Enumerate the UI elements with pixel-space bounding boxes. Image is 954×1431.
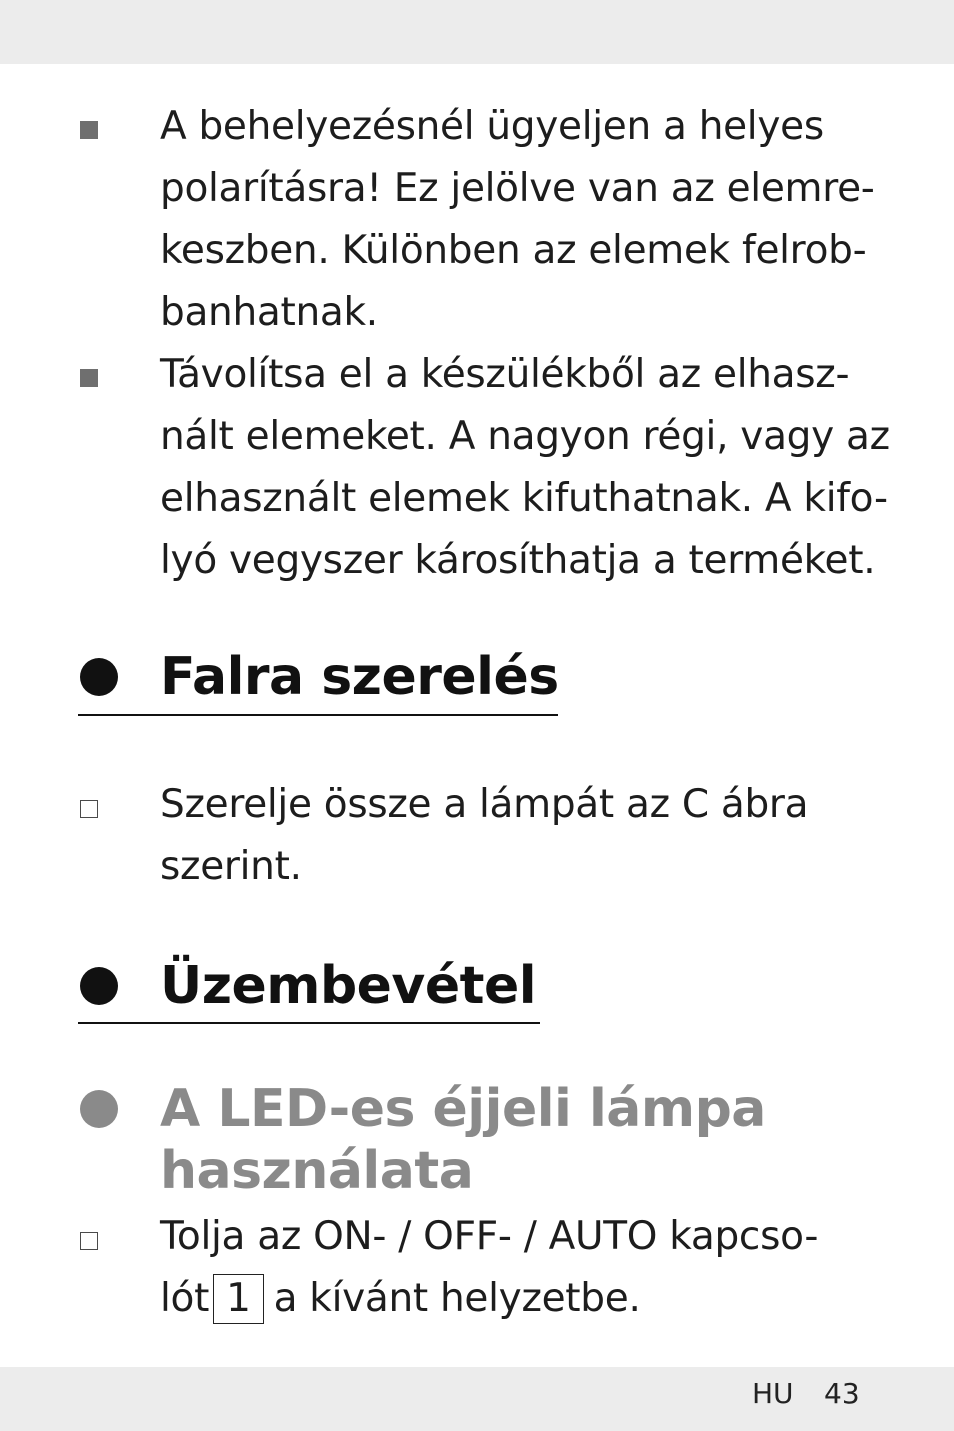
text-line: banhatnak. bbox=[160, 290, 378, 335]
text-fragment: a kívánt helyzetbe. bbox=[273, 1276, 641, 1321]
text-line: lyó vegyszer károsíthatja a terméket. bbox=[160, 538, 876, 583]
text-line: keszben. Különben az elemek felrob- bbox=[160, 228, 867, 273]
step-paragraph bbox=[160, 774, 920, 898]
checkbox-bullet-icon bbox=[80, 1232, 98, 1250]
text-line: Tolja az ON- / OFF- / AUTO kapcso- bbox=[160, 1214, 819, 1259]
text-line: A behelyezésnél ügyeljen a helyes bbox=[160, 104, 824, 149]
heading-underline bbox=[78, 1022, 540, 1024]
section-dot-icon bbox=[80, 967, 118, 1005]
text-line: polarításra! Ez jelölve van az elemre- bbox=[160, 166, 875, 211]
part-reference-box: 1 bbox=[213, 1274, 264, 1324]
section-heading bbox=[160, 1078, 766, 1202]
heading-underline bbox=[78, 714, 558, 716]
bottom-band bbox=[0, 1367, 954, 1431]
section-heading: Falra szerelés bbox=[160, 647, 559, 707]
text-line: elhasznált elemek kifuthatnak. A kifo- bbox=[160, 476, 888, 521]
text-fragment: lót bbox=[160, 1276, 210, 1321]
footer-page-number: 43 bbox=[824, 1377, 860, 1410]
text-line: nált elemeket. A nagyon régi, vagy az bbox=[160, 414, 890, 459]
square-bullet-icon bbox=[80, 121, 98, 139]
bullet-paragraph bbox=[160, 344, 920, 592]
text-line: Távolítsa el a készülékből az elhasz- bbox=[160, 352, 850, 397]
section-dot-icon bbox=[80, 658, 118, 696]
text-line: szerint. bbox=[160, 844, 302, 889]
text-line bbox=[160, 1268, 920, 1330]
heading-line: használata bbox=[160, 1141, 474, 1201]
checkbox-bullet-icon bbox=[80, 800, 98, 818]
square-bullet-icon bbox=[80, 369, 98, 387]
footer-language: HU bbox=[752, 1377, 794, 1410]
heading-line: A LED-es éjjeli lámpa bbox=[160, 1079, 766, 1139]
section-dot-icon bbox=[80, 1090, 118, 1128]
top-band bbox=[0, 0, 954, 64]
section-heading: Üzembevétel bbox=[160, 956, 537, 1016]
step-paragraph bbox=[160, 1206, 920, 1330]
bullet-paragraph bbox=[160, 96, 920, 344]
text-line: Szerelje össze a lámpát az C ábra bbox=[160, 782, 809, 827]
